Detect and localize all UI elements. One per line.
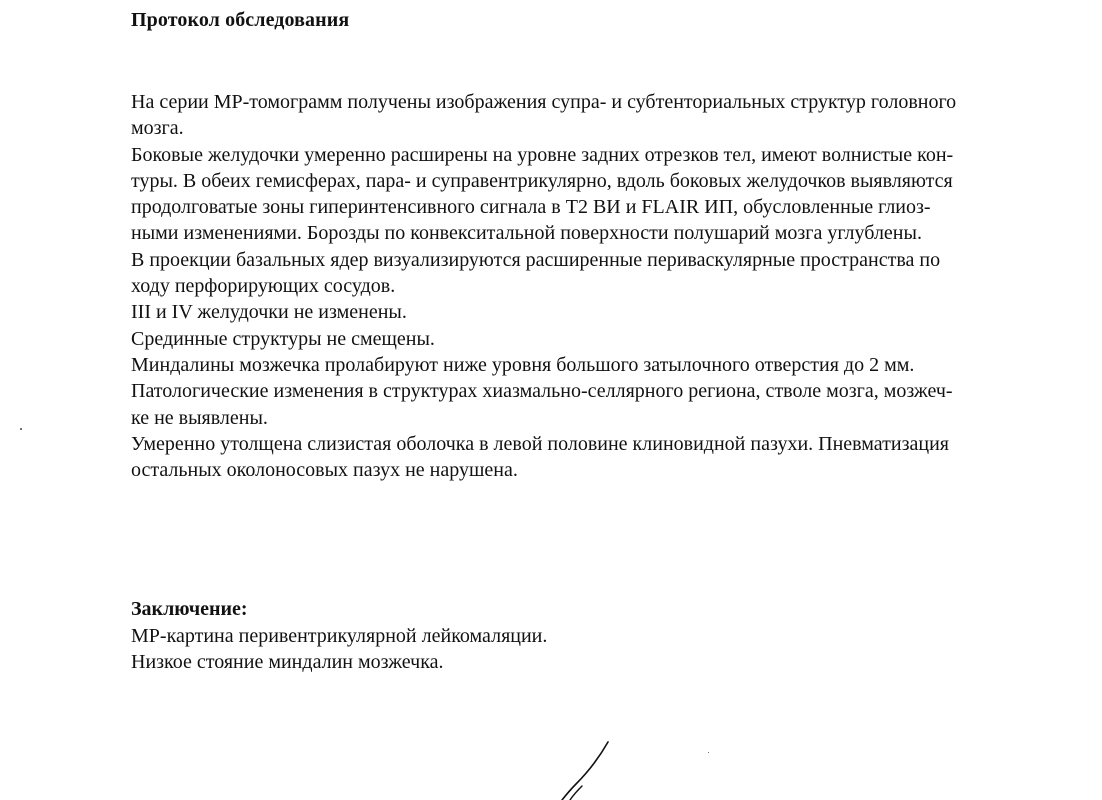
- findings-line: В проекции базальных ядер визуализируются расширенные периваскулярные пространства по: [131, 248, 941, 271]
- findings-line: ными изменениями. Борозды по конвекситальной поверхности полушарий мозга углублены.: [131, 222, 922, 245]
- conclusion-section: [131, 596, 547, 676]
- findings-line: продолговатые зоны гиперинтенсивного сигнала в Т2 ВИ и FLAIR ИП, обусловленные глиоз-: [131, 196, 931, 219]
- conclusion-line: МР-картина перивентрикулярной лейкомаляции.: [131, 624, 548, 647]
- findings-line: III и IV желудочки не изменены.: [131, 301, 407, 324]
- document-title: Протокол обследования: [131, 9, 350, 31]
- findings-line: ке не выявлены.: [131, 406, 268, 429]
- findings-line: ходу перфорирующих сосудов.: [131, 275, 396, 298]
- conclusion-heading: Заключение:: [131, 598, 248, 620]
- findings-section: [131, 89, 1081, 483]
- signature-mark: [540, 738, 630, 800]
- conclusion-line: Низкое стояние миндалин мозжечка.: [131, 651, 444, 673]
- scan-speck: [708, 752, 709, 753]
- findings-line: Срединные структуры не смещены.: [131, 327, 435, 350]
- findings-line: Умеренно утолщена слизистая оболочка в левой половине клиновидной пазухи. Пневматизация: [131, 432, 949, 455]
- findings-line: Боковые желудочки умеренно расширены на уровне задних отрезков тел, имеют волнистые кон-: [131, 143, 954, 166]
- findings-line: мозга.: [131, 117, 184, 140]
- scan-speck: [20, 428, 22, 430]
- signature-stroke: [540, 738, 630, 800]
- findings-line: Патологические изменения в структурах хиазмально-селлярного региона, стволе мозга, мозжеч-: [131, 380, 953, 403]
- findings-line: остальных околоносовых пазух не нарушена.: [131, 459, 518, 482]
- findings-line: На серии МР-томограмм получены изображения супра- и субтенториальных структур головного: [131, 91, 957, 113]
- findings-line: Миндалины мозжечка пролабируют ниже уровня большого затылочного отверстия до 2 мм.: [131, 353, 915, 376]
- findings-line: туры. В обеих гемисферах, пара- и суправентрикулярно, вдоль боковых желудочков выявляются: [131, 169, 953, 192]
